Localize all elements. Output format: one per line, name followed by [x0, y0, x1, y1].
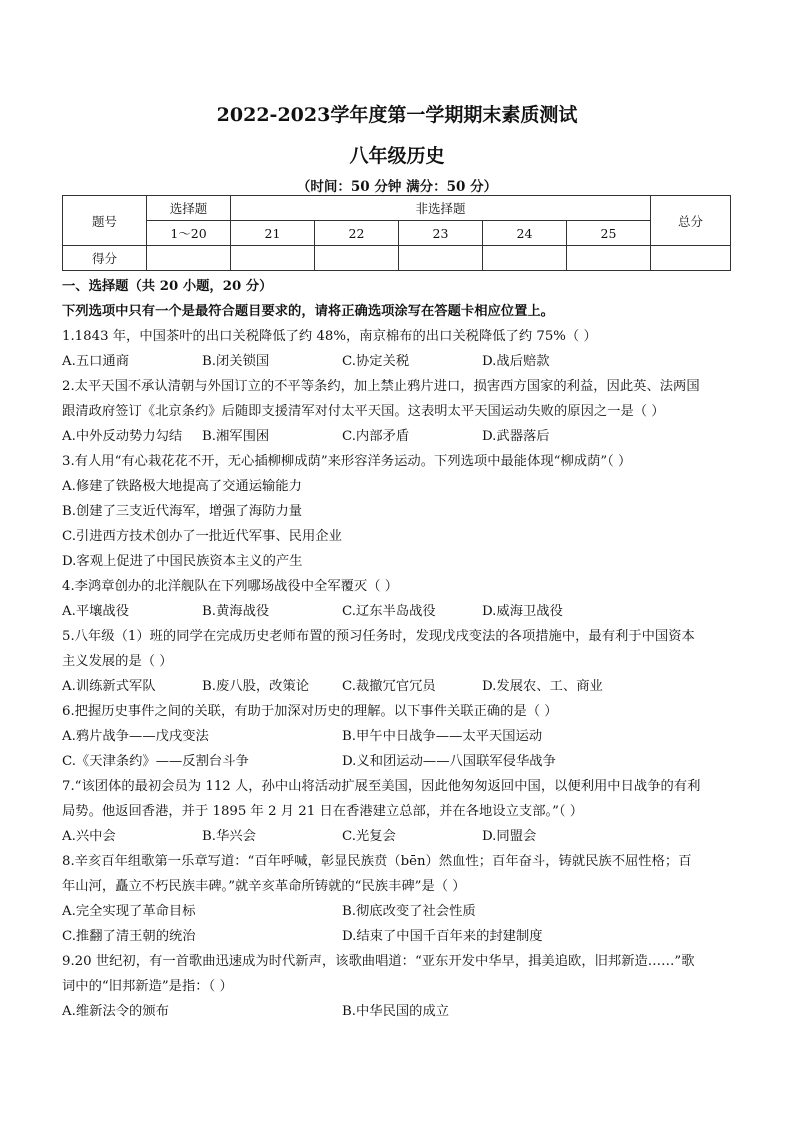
- question-number-cell: 22: [315, 221, 399, 246]
- option-row: [62, 724, 732, 749]
- option[interactable]: A.平壤战役: [62, 604, 130, 619]
- question-2: [62, 374, 732, 449]
- option[interactable]: A.维新法令的颁布: [62, 1004, 169, 1019]
- question-stem-line: 局势。他返回香港，并于 1895 年 2 月 21 日在香港建立总部，并在各地设立支部。”（ ）: [62, 804, 584, 819]
- section-heading: 一、选择题（共 20 小题，20 分）: [62, 279, 273, 294]
- label-total: 总分: [651, 196, 731, 246]
- option[interactable]: B.湘军围困: [202, 429, 270, 444]
- option[interactable]: B.甲午中日战争——太平天国运动: [342, 729, 543, 744]
- option[interactable]: D.义和团运动——八国联军侵华战争: [342, 754, 556, 769]
- score-table: [62, 195, 731, 271]
- question-stem-line: 年山河，矗立不朽民族丰碑。”就辛亥革命所铸就的“民族丰碑”是（ ）: [62, 879, 466, 894]
- exam-title: 2022-2023学年度第一学期期末素质测试: [216, 104, 578, 126]
- question-stem-line: 9.20 世纪初，有一首歌曲迅速成为时代新声，该歌曲唱道：“亚东开发中华早，揖美追欧，旧邦新造……”歌: [62, 954, 695, 969]
- option[interactable]: B.彻底改变了社会性质: [342, 904, 476, 919]
- question-7: [62, 774, 732, 849]
- score-cell[interactable]: [399, 246, 483, 271]
- time-info: （时间：50 分钟 满分：50 分）: [296, 179, 498, 195]
- question-stem-line: 5.八年级（1）班的同学在完成历史老师布置的预习任务时，发现戊戌变法的各项措施中，最有利于中国资本: [62, 629, 695, 644]
- question-6: [62, 699, 732, 774]
- option[interactable]: D.结束了中国千百年来的封建制度: [342, 929, 543, 944]
- option[interactable]: C.《天津条约》——反割台斗争: [62, 754, 249, 769]
- option-row: [62, 899, 732, 924]
- option[interactable]: A.修建了铁路极大地提高了交通运输能力: [62, 479, 302, 494]
- choice-range: 1～20: [147, 221, 231, 246]
- exam-subtitle: 八年级历史: [349, 145, 445, 167]
- question-8: [62, 849, 732, 949]
- option-row: [62, 424, 732, 449]
- option[interactable]: C.推翻了清王朝的统治: [62, 929, 196, 944]
- option[interactable]: D.客观上促进了中国民族资本主义的产生: [62, 554, 303, 569]
- option-row: [62, 749, 732, 774]
- option-row: [62, 824, 732, 849]
- option[interactable]: C.光复会: [342, 829, 396, 844]
- option-row: [62, 674, 732, 699]
- question-stem-line: 主义发展的是（ ）: [62, 654, 173, 669]
- question-5: [62, 624, 732, 699]
- question-stem-line: 2.太平天国不承认清朝与外国订立的不平等条约，加上禁止鸦片进口，损害西方国家的利益，因此英、法两国: [62, 379, 700, 394]
- option[interactable]: B.中华民国的成立: [342, 1004, 450, 1019]
- question-stem-line: 4.李鸿章创办的北洋舰队在下列哪场战役中全军覆灭（ ）: [62, 579, 399, 594]
- label-question-number: 题号: [63, 196, 147, 246]
- label-nonchoice: 非选择题: [231, 196, 651, 221]
- option[interactable]: C.引进西方技术创办了一批近代军事、民用企业: [62, 529, 342, 544]
- option[interactable]: C.内部矛盾: [342, 429, 410, 444]
- option[interactable]: D.同盟会: [482, 829, 537, 844]
- question-stem-line: 6.把握历史事件之间的关联，有助于加深对历史的理解。以下事件关联正确的是（ ）: [62, 704, 558, 719]
- question-list: [62, 324, 732, 1024]
- question-stem-line: 7.“该团体的最初会员为 112 人，孙中山将活动扩展至美国，因此他匆匆返回中国，以便利用中日战争的有利: [62, 779, 701, 794]
- question-number-cell: 25: [567, 221, 651, 246]
- question-9: [62, 949, 732, 1024]
- option[interactable]: A.鸦片战争——戊戌变法: [62, 729, 209, 744]
- score-cell[interactable]: [567, 246, 651, 271]
- option[interactable]: B.废八股，改策论: [202, 679, 310, 694]
- option[interactable]: C.辽东半岛战役: [342, 604, 436, 619]
- section-instruction: 下列选项中只有一个是最符合题目要求的，请将正确选项涂写在答题卡相应位置上。: [62, 304, 554, 319]
- option[interactable]: D.武器落后: [482, 429, 550, 444]
- option[interactable]: A.中外反动势力勾结: [62, 429, 183, 444]
- score-cell[interactable]: [315, 246, 399, 271]
- question-1: [62, 324, 732, 374]
- score-cell[interactable]: [651, 246, 731, 271]
- question-stem-line: 8.辛亥百年组歌第一乐章写道：“百年呼喊，彰显民族贲（bēn）然血性；百年奋斗，铸就民族不屈性格；百: [62, 854, 692, 869]
- option[interactable]: A.五口通商: [62, 354, 130, 369]
- option[interactable]: D.发展农、工、商业: [482, 679, 603, 694]
- label-choice: 选择题: [147, 196, 231, 221]
- label-score: 得分: [63, 246, 147, 271]
- score-cell[interactable]: [483, 246, 567, 271]
- option-row: [62, 599, 732, 624]
- option[interactable]: B.闭关锁国: [202, 354, 270, 369]
- score-cell[interactable]: [231, 246, 315, 271]
- question-stem-line: 1.1843 年，中国茶叶的出口关税降低了约 48%，南京棉布的出口关税降低了约 75%（ ）: [62, 329, 597, 344]
- option-row: [62, 924, 732, 949]
- option-row: [62, 999, 732, 1024]
- question-area: [62, 274, 732, 1024]
- question-stem-line: 3.有人用“有心栽花花不开，无心插柳柳成荫”来形容洋务运动。下列选项中最能体现“柳成荫”（ ）: [62, 454, 632, 469]
- option[interactable]: D.战后赔款: [482, 354, 550, 369]
- question-number-cell: 21: [231, 221, 315, 246]
- question-4: [62, 574, 732, 624]
- option[interactable]: D.威海卫战役: [482, 604, 563, 619]
- option[interactable]: A.训练新式军队: [62, 679, 156, 694]
- question-stem-line: 词中的“旧邦新造”是指：（ ）: [62, 979, 233, 994]
- question-3: [62, 449, 732, 574]
- option[interactable]: C.裁撤冗官冗员: [342, 679, 436, 694]
- option-row: [62, 349, 732, 374]
- question-number-cell: 24: [483, 221, 567, 246]
- option[interactable]: B.创建了三支近代海军，增强了海防力量: [62, 504, 303, 519]
- option[interactable]: C.协定关税: [342, 354, 410, 369]
- question-number-cell: 23: [399, 221, 483, 246]
- question-stem-line: 跟清政府签订《北京条约》后随即支援清军对付太平天国。这表明太平天国运动失败的原因之一是（ ）: [62, 404, 665, 419]
- option[interactable]: A.完全实现了革命目标: [62, 904, 196, 919]
- option[interactable]: A.兴中会: [62, 829, 116, 844]
- score-cell[interactable]: [147, 246, 231, 271]
- option[interactable]: B.华兴会: [202, 829, 256, 844]
- option[interactable]: B.黄海战役: [202, 604, 270, 619]
